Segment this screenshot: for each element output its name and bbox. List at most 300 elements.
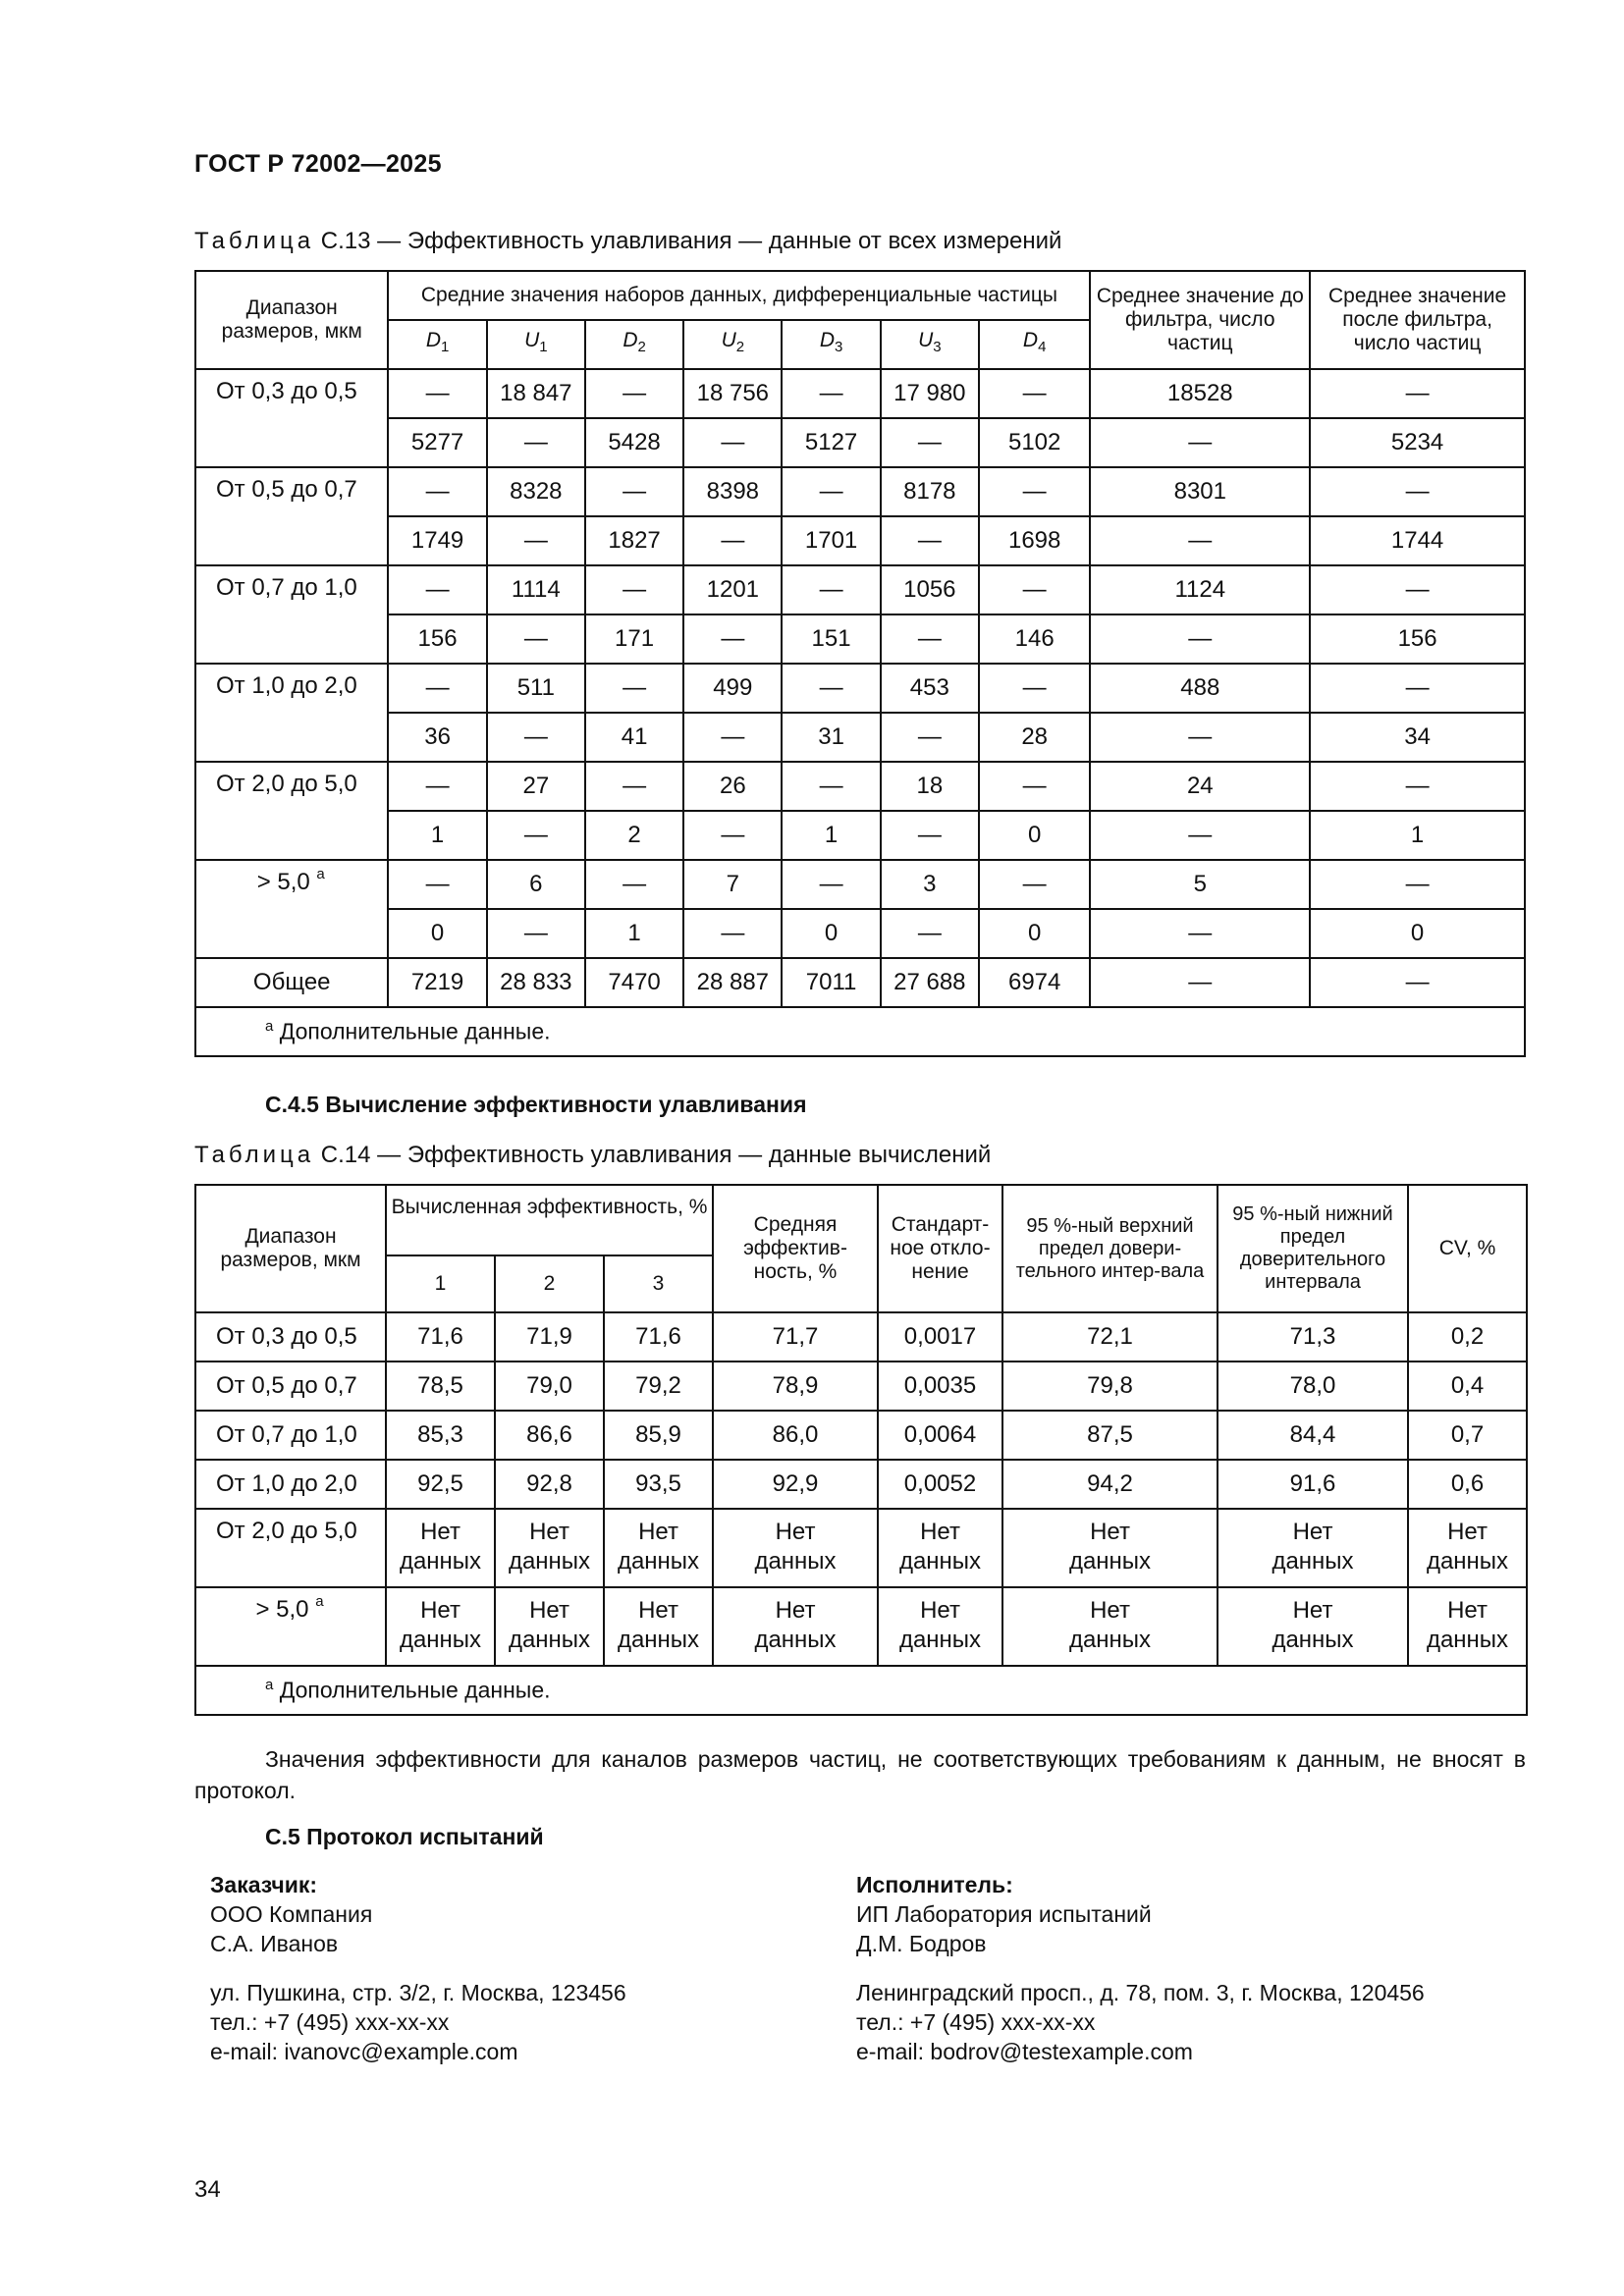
table-cell: —: [1310, 565, 1525, 614]
table-cell: —: [388, 762, 486, 811]
range-label: От 0,5 до 0,7: [195, 1362, 386, 1411]
table-cell: 0: [388, 909, 486, 958]
executor-phone: тел.: +7 (495) xxx-xx-xx: [856, 2009, 1096, 2035]
table-cell: 1827: [585, 516, 683, 565]
nodata-line1: Нет: [1447, 1519, 1488, 1545]
nodata-line1: Нет: [1090, 1519, 1130, 1545]
table-cell: —: [487, 811, 585, 860]
table13-header-after: Среднее значение после фильтра, число частиц: [1310, 271, 1525, 369]
table-cell: —: [1310, 664, 1525, 713]
table-cell-nodata: [386, 1509, 495, 1587]
table-cell: —: [1090, 713, 1310, 762]
table-cell: 5277: [388, 418, 486, 467]
table-cell: 156: [1310, 614, 1525, 664]
table-footnote-row: [195, 1666, 1527, 1715]
page-number: 34: [194, 2176, 221, 2203]
table-cell: —: [782, 762, 880, 811]
col-symbol: $U_3$: [918, 329, 942, 356]
table-cell: 7: [683, 860, 782, 909]
table-cell-nodata: [1218, 1587, 1408, 1666]
range-label-text: От 1,0 до 2,0: [216, 672, 357, 699]
table-cell-nodata: [604, 1587, 713, 1666]
table-cell: 91,6: [1218, 1460, 1408, 1509]
table-cell: 0,0052: [878, 1460, 1002, 1509]
customer-address: ул. Пушкина, стр. 3/2, г. Москва, 123456: [210, 1980, 626, 2005]
table13-caption-prefix: Таблица: [194, 228, 315, 254]
table-cell: 5102: [979, 418, 1090, 467]
table-cell: —: [881, 909, 979, 958]
table-cell: 93,5: [604, 1460, 713, 1509]
table-cell: 71,9: [495, 1312, 604, 1362]
table-cell: 0: [782, 909, 880, 958]
table-row: [195, 516, 1525, 565]
range-label: [195, 565, 388, 664]
table-cell: 7470: [585, 958, 683, 1007]
table-cell-nodata: [386, 1587, 495, 1666]
range-label: [195, 664, 388, 762]
nodata-line2: данных: [1426, 1548, 1509, 1575]
table-cell-nodata: [495, 1587, 604, 1666]
table-row: [195, 1460, 1527, 1509]
nodata-line1: Нет: [420, 1597, 460, 1624]
table-cell-nodata: [1408, 1509, 1527, 1587]
table-cell: —: [388, 860, 486, 909]
nodata-line2: данных: [1272, 1548, 1354, 1575]
table-cell: 1749: [388, 516, 486, 565]
table-cell: —: [782, 369, 880, 418]
executor-address: Ленинградский просп., д. 78, пом. 3, г. Москва, 120456: [856, 1980, 1425, 2005]
table13-header-range: Диапазон размеров, мкм: [195, 271, 388, 369]
range-label: [195, 1587, 386, 1666]
table-row: [195, 418, 1525, 467]
table14-header-cv: CV, %: [1408, 1185, 1527, 1312]
table-row: [195, 811, 1525, 860]
footnote-marker: a: [315, 1593, 324, 1610]
table14-header-std: Стандарт-ное откло-нение: [878, 1185, 1002, 1312]
table-cell: 1744: [1310, 516, 1525, 565]
table-cell: —: [1310, 860, 1525, 909]
table-cell: 1: [388, 811, 486, 860]
table-cell: 5: [1090, 860, 1310, 909]
nodata-line1: Нет: [775, 1519, 816, 1545]
range-label: [195, 762, 388, 860]
table-cell: —: [1310, 369, 1525, 418]
nodata-line1: Нет: [1090, 1597, 1130, 1624]
footnote-marker: a: [265, 1677, 274, 1694]
table14-header-lower: 95 %-ный нижний предел доверительного интервала: [1218, 1185, 1408, 1312]
table-cell: —: [1310, 762, 1525, 811]
table-cell: 1: [782, 811, 880, 860]
table14-header-calc: Вычисленная эффективность, %: [386, 1185, 713, 1255]
table-cell: —: [683, 811, 782, 860]
nodata-line2: данных: [898, 1548, 982, 1575]
table-cell: —: [979, 565, 1090, 614]
col-subscript: 1: [539, 339, 548, 356]
footnote-text: Дополнительные данные.: [273, 1018, 551, 1044]
table-cell: 79,2: [604, 1362, 713, 1411]
table13-col-header: [585, 320, 683, 369]
nodata-line2: данных: [508, 1548, 591, 1575]
range-label-text: От 0,3 до 0,5: [216, 378, 357, 404]
col-subscript: 4: [1038, 339, 1047, 356]
table-cell: 5127: [782, 418, 880, 467]
table-cell-nodata: [878, 1509, 1002, 1587]
nodata-line1: Нет: [638, 1597, 678, 1624]
nodata-line1: Нет: [920, 1597, 960, 1624]
table14-col-header: 3: [604, 1255, 713, 1312]
table-cell: 92,8: [495, 1460, 604, 1509]
table-row-total: [195, 958, 1525, 1007]
table-row: [195, 467, 1525, 516]
table-row: [195, 1411, 1527, 1460]
table-cell: —: [487, 713, 585, 762]
table-cell: 0,0064: [878, 1411, 1002, 1460]
total-label: Общее: [195, 958, 388, 1007]
table-cell: —: [1310, 467, 1525, 516]
table-cell: —: [782, 467, 880, 516]
table-cell-nodata: [1002, 1587, 1218, 1666]
paragraph-note: [194, 1743, 1526, 1806]
table-cell: 8398: [683, 467, 782, 516]
table14-header-mean: Средняя эффектив-ность, %: [713, 1185, 878, 1312]
table14-col-header: 1: [386, 1255, 495, 1312]
table14-caption-prefix: Таблица: [194, 1142, 315, 1168]
table-cell: —: [683, 516, 782, 565]
nodata-line1: Нет: [420, 1519, 460, 1545]
table-cell: —: [1090, 811, 1310, 860]
table-cell: —: [388, 664, 486, 713]
table-cell: —: [585, 664, 683, 713]
table-cell: —: [881, 418, 979, 467]
executor-email: e-mail: bodrov@testexample.com: [856, 2039, 1193, 2064]
table-cell: —: [979, 664, 1090, 713]
table-cell: —: [683, 713, 782, 762]
nodata-line1: Нет: [920, 1519, 960, 1545]
col-symbol: $D_4$: [1022, 329, 1047, 356]
table-cell: 6974: [979, 958, 1090, 1007]
table-cell: 72,1: [1002, 1312, 1218, 1362]
table-cell: 94,2: [1002, 1460, 1218, 1509]
table-cell: —: [881, 713, 979, 762]
table-cell: —: [585, 762, 683, 811]
range-label-text: > 5,0: [256, 869, 310, 895]
table-cell: —: [585, 860, 683, 909]
table-cell: —: [1090, 516, 1310, 565]
document-id: ГОСТ Р 72002—2025: [194, 150, 442, 178]
table-row: [195, 565, 1525, 614]
table14-caption-text: С.14 — Эффективность улавливания — данные вычислений: [320, 1142, 992, 1168]
range-label: [195, 369, 388, 467]
range-label-text: > 5,0: [255, 1596, 309, 1623]
col-symbol: $D_3$: [819, 329, 843, 356]
table-cell: 7011: [782, 958, 880, 1007]
table13-caption: [194, 228, 1061, 255]
table-cell: 151: [782, 614, 880, 664]
table-cell: 28 833: [487, 958, 585, 1007]
table-cell: 453: [881, 664, 979, 713]
table14-caption: [194, 1142, 991, 1169]
table-cell: 156: [388, 614, 486, 664]
footnote-marker: a: [316, 866, 325, 882]
range-label: [195, 467, 388, 565]
executor-title: Исполнитель:: [856, 1872, 1013, 1897]
table-cell: 34: [1310, 713, 1525, 762]
table-cell: 79,0: [495, 1362, 604, 1411]
nodata-line2: данных: [754, 1627, 837, 1653]
nodata-line1: Нет: [775, 1597, 816, 1624]
table-cell: —: [782, 860, 880, 909]
table13-col-header: [388, 320, 486, 369]
table13-col-header: [782, 320, 880, 369]
table-cell: —: [881, 811, 979, 860]
table-cell-nodata: [1408, 1587, 1527, 1666]
table-cell: 0,2: [1408, 1312, 1527, 1362]
table-cell: 24: [1090, 762, 1310, 811]
executor-block: [856, 1870, 1425, 2066]
nodata-line2: данных: [508, 1627, 591, 1653]
table-cell: 1698: [979, 516, 1090, 565]
table-cell-nodata: [713, 1509, 878, 1587]
table-row: [195, 369, 1525, 418]
table13-col-header: [683, 320, 782, 369]
table-cell-nodata: [495, 1509, 604, 1587]
table-row: [195, 762, 1525, 811]
table-cell: —: [487, 418, 585, 467]
table-row: [195, 860, 1525, 909]
table-cell: —: [487, 516, 585, 565]
range-label: [195, 1509, 386, 1587]
table-cell: 31: [782, 713, 880, 762]
nodata-line2: данных: [754, 1548, 837, 1575]
table-cell: 1114: [487, 565, 585, 614]
table-cell: —: [881, 516, 979, 565]
table-cell: 85,9: [604, 1411, 713, 1460]
section-heading-c45: С.4.5 Вычисление эффективности улавливания: [265, 1092, 807, 1117]
table13-header-before: Среднее значение до фильтра, число частиц: [1090, 271, 1310, 369]
table-cell: —: [683, 418, 782, 467]
col-symbol: $D_1$: [425, 329, 450, 356]
table-cell: 18528: [1090, 369, 1310, 418]
table-cell: 86,0: [713, 1411, 878, 1460]
table-cell: 7219: [388, 958, 486, 1007]
table-cell: —: [585, 467, 683, 516]
table-cell: 5428: [585, 418, 683, 467]
table-cell: —: [979, 467, 1090, 516]
table-cell: 87,5: [1002, 1411, 1218, 1460]
table-cell: 5234: [1310, 418, 1525, 467]
table-cell-nodata: [1218, 1509, 1408, 1587]
range-label: [195, 860, 388, 958]
table-cell: —: [683, 909, 782, 958]
table-row: [195, 713, 1525, 762]
table14-header-upper: 95 %-ный верхний предел довери-тельного интер-вала: [1002, 1185, 1218, 1312]
table-footnote: [195, 1666, 1527, 1715]
nodata-line2: данных: [1426, 1627, 1509, 1653]
table-cell: 1201: [683, 565, 782, 614]
table-cell: 6: [487, 860, 585, 909]
col-symbol: $U_1$: [524, 329, 548, 356]
customer-org: ООО Компания: [210, 1901, 373, 1927]
nodata-line2: данных: [617, 1548, 700, 1575]
table-cell: 1124: [1090, 565, 1310, 614]
customer-block: [210, 1870, 626, 2066]
table-cell: 0,6: [1408, 1460, 1527, 1509]
table-c13: [194, 270, 1526, 1057]
table-cell: 0,0017: [878, 1312, 1002, 1362]
col-subscript: 1: [440, 339, 450, 356]
executor-org: ИП Лаборатория испытаний: [856, 1901, 1152, 1927]
table-cell: 2: [585, 811, 683, 860]
table13-header-group: Средние значения наборов данных, дифференциальные частицы: [388, 271, 1090, 320]
table-cell: 27: [487, 762, 585, 811]
table-cell: 71,6: [604, 1312, 713, 1362]
table-cell: —: [585, 369, 683, 418]
table13-col-header: [487, 320, 585, 369]
table-cell: —: [1090, 614, 1310, 664]
nodata-line1: Нет: [529, 1519, 569, 1545]
table-cell: 8301: [1090, 467, 1310, 516]
table-cell: 78,0: [1218, 1362, 1408, 1411]
table-cell: 0: [979, 811, 1090, 860]
nodata-line2: данных: [1068, 1627, 1152, 1653]
table-cell: —: [881, 614, 979, 664]
table-cell: 92,9: [713, 1460, 878, 1509]
table-cell: 85,3: [386, 1411, 495, 1460]
range-label-text: От 2,0 до 5,0: [216, 1518, 357, 1544]
table-cell: 8328: [487, 467, 585, 516]
col-subscript: 3: [834, 339, 843, 356]
table13-header-row: [195, 271, 1525, 320]
table13-col-header: [881, 320, 979, 369]
table-cell-nodata: [604, 1509, 713, 1587]
table-cell: —: [683, 614, 782, 664]
table-cell-nodata: [878, 1587, 1002, 1666]
nodata-line2: данных: [399, 1627, 482, 1653]
table-cell: 26: [683, 762, 782, 811]
nodata-line1: Нет: [1447, 1597, 1488, 1624]
customer-email: e-mail: ivanovc@example.com: [210, 2039, 518, 2064]
range-label-text: От 0,5 до 0,7: [216, 476, 357, 503]
table-cell: 28: [979, 713, 1090, 762]
table14-col-header: 2: [495, 1255, 604, 1312]
nodata-line1: Нет: [1292, 1519, 1333, 1545]
table-footnote: [195, 1007, 1525, 1056]
col-subscript: 2: [735, 339, 745, 356]
paragraph-text: Значения эффективности для каналов размеров частиц, не соответствующих требованиям к данным, не вносят в протокол.: [194, 1746, 1526, 1803]
table-cell: 3: [881, 860, 979, 909]
nodata-line2: данных: [1272, 1627, 1354, 1653]
table-cell: 0: [1310, 909, 1525, 958]
table-cell: —: [487, 614, 585, 664]
table-row: [195, 1587, 1527, 1666]
table-cell: 0,7: [1408, 1411, 1527, 1460]
table-cell: —: [1090, 958, 1310, 1007]
customer-title: Заказчик:: [210, 1872, 318, 1897]
nodata-line2: данных: [399, 1548, 482, 1575]
table-cell: 86,6: [495, 1411, 604, 1460]
table-cell: 71,6: [386, 1312, 495, 1362]
table13-caption-text: С.13 — Эффективность улавливания — данные от всех измерений: [320, 228, 1062, 254]
table-cell: 28 887: [683, 958, 782, 1007]
table-cell: 171: [585, 614, 683, 664]
customer-phone: тел.: +7 (495) xxx-xx-xx: [210, 2009, 450, 2035]
table-cell: 1056: [881, 565, 979, 614]
customer-person: С.А. Иванов: [210, 1931, 339, 1956]
table-cell: 499: [683, 664, 782, 713]
table-cell: 78,9: [713, 1362, 878, 1411]
table-cell: —: [388, 369, 486, 418]
table-cell-nodata: [713, 1587, 878, 1666]
table-row: [195, 1312, 1527, 1362]
col-subscript: 3: [933, 339, 942, 356]
table-cell: 0,0035: [878, 1362, 1002, 1411]
nodata-line1: Нет: [638, 1519, 678, 1545]
table-cell: 36: [388, 713, 486, 762]
table-cell: 1: [1310, 811, 1525, 860]
range-label-text: От 0,7 до 1,0: [216, 574, 357, 601]
table13-col-header: [979, 320, 1090, 369]
table-cell: —: [585, 565, 683, 614]
footnote-text: Дополнительные данные.: [273, 1677, 551, 1703]
table-cell-nodata: [1002, 1509, 1218, 1587]
table-cell: 146: [979, 614, 1090, 664]
col-subscript: 2: [637, 339, 646, 356]
table-cell: 71,3: [1218, 1312, 1408, 1362]
table-cell: 18 756: [683, 369, 782, 418]
table-cell: 0,4: [1408, 1362, 1527, 1411]
nodata-line2: данных: [1068, 1548, 1152, 1575]
table-cell: 8178: [881, 467, 979, 516]
table-cell: 27 688: [881, 958, 979, 1007]
section-heading-c5: С.5 Протокол испытаний: [265, 1824, 544, 1849]
table-cell: —: [979, 369, 1090, 418]
table-cell: 1701: [782, 516, 880, 565]
table-cell: 78,5: [386, 1362, 495, 1411]
table-row: [195, 664, 1525, 713]
table-cell: 41: [585, 713, 683, 762]
table-cell: —: [1310, 958, 1525, 1007]
executor-person: Д.М. Бодров: [856, 1931, 987, 1956]
table-cell: 17 980: [881, 369, 979, 418]
range-label: От 1,0 до 2,0: [195, 1460, 386, 1509]
col-symbol: $U_2$: [721, 329, 745, 356]
range-label: От 0,7 до 1,0: [195, 1411, 386, 1460]
table-cell: —: [1090, 418, 1310, 467]
table-cell: 18: [881, 762, 979, 811]
table-cell: —: [782, 664, 880, 713]
range-label-text: От 2,0 до 5,0: [216, 771, 357, 797]
table-cell: —: [487, 909, 585, 958]
table-cell: 92,5: [386, 1460, 495, 1509]
table-cell: 84,4: [1218, 1411, 1408, 1460]
footnote-marker: a: [265, 1018, 274, 1036]
col-symbol: $D_2$: [623, 329, 646, 356]
table-cell: —: [782, 565, 880, 614]
table-cell: 0: [979, 909, 1090, 958]
range-label: От 0,3 до 0,5: [195, 1312, 386, 1362]
table-cell: 79,8: [1002, 1362, 1218, 1411]
table-cell: 1: [585, 909, 683, 958]
table14-header-range: Диапазон размеров, мкм: [195, 1185, 386, 1312]
table-cell: —: [979, 762, 1090, 811]
table-footnote-row: [195, 1007, 1525, 1056]
table-cell: 488: [1090, 664, 1310, 713]
nodata-line2: данных: [898, 1627, 982, 1653]
table-cell: 18 847: [487, 369, 585, 418]
table-row: [195, 909, 1525, 958]
nodata-line2: данных: [617, 1627, 700, 1653]
table-c14: [194, 1184, 1528, 1716]
